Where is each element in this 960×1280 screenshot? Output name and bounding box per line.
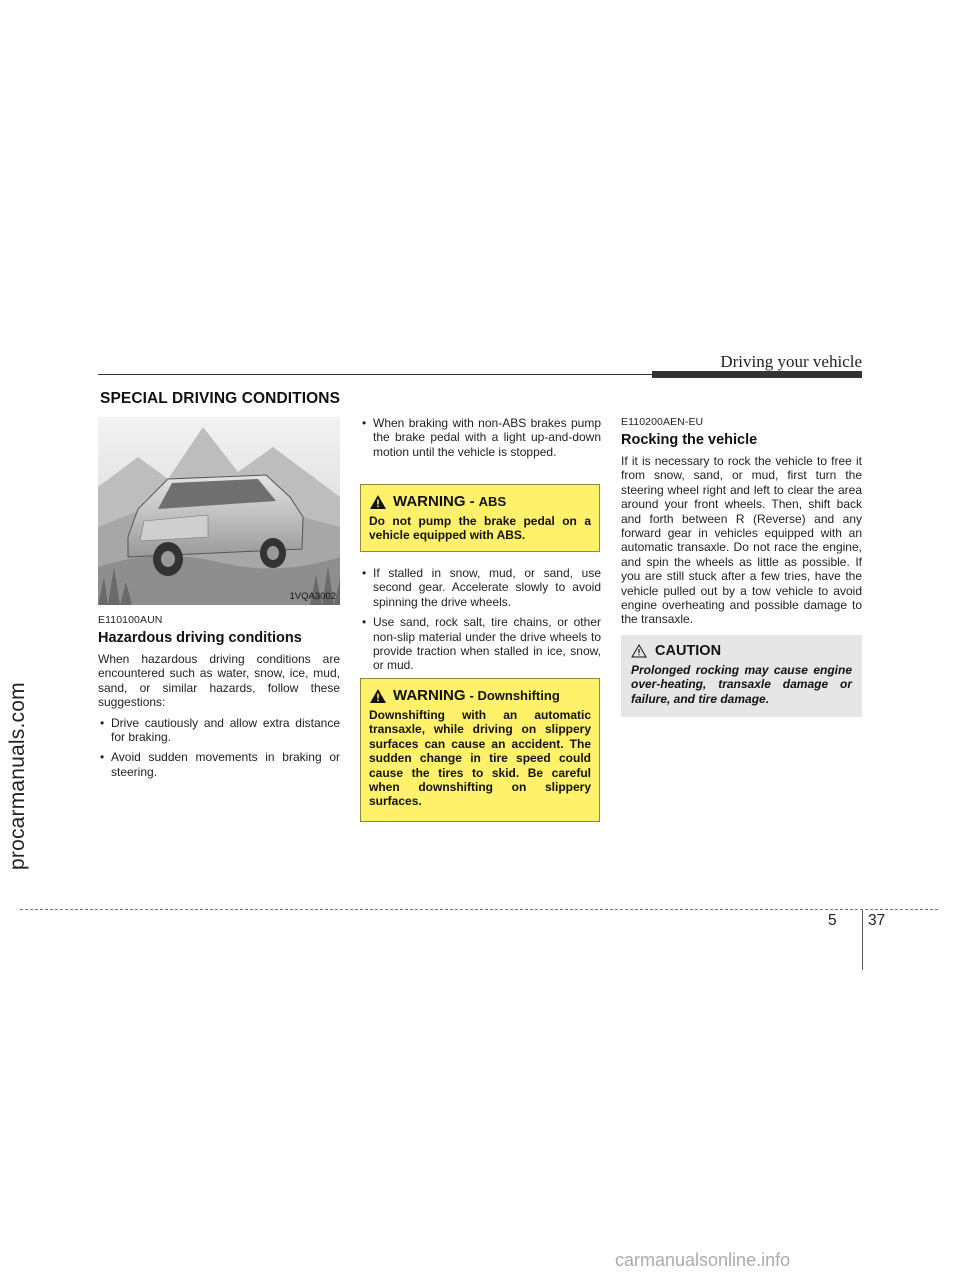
page-number: 37: [868, 912, 886, 929]
warning-subtitle: - Downshifting: [469, 688, 560, 703]
hazardous-list: [98, 716, 340, 780]
section-code: E110100AUN: [98, 614, 163, 626]
header-rule-bar: [652, 371, 862, 378]
subhead-hazardous: Hazardous driving conditions: [98, 630, 302, 646]
warning-title: WARNING -: [393, 493, 475, 510]
warning-abs-box: [360, 484, 600, 552]
section-title: Driving your vehicle: [720, 352, 862, 371]
subhead-rocking: Rocking the vehicle: [621, 432, 758, 448]
column-hazardous: [98, 614, 340, 785]
list-item: • When braking with non-ABS brakes pump the brake pedal with a light up-and-down motion until the vehicle is stopped.: [360, 416, 601, 459]
list-item: • Avoid sudden movements in braking or steering.: [98, 750, 340, 779]
hazardous-intro: When hazardous driving conditions are encountered such as water, snow, ice, mud, sand, or similar hazards, follow these suggestions:: [98, 652, 340, 710]
stalled-list: [360, 566, 601, 673]
page-heading: SPECIAL DRIVING CONDITIONS: [100, 390, 341, 407]
warning-title: WARNING: [393, 687, 466, 704]
list-item: • Use sand, rock salt, tire chains, or other non-slip material under the drive wheels to provide traction when stalled in ice, snow, or mud.: [360, 615, 601, 673]
warning-triangle-icon: [369, 494, 387, 510]
watermark-bottom: carmanualsonline.info: [615, 1250, 791, 1270]
list-item: • Drive cautiously and allow extra distance for braking.: [98, 716, 340, 745]
column-braking: [360, 416, 601, 465]
rocking-text: If it is necessary to rock the vehicle to free it from snow, sand, or mud, first turn the steering wheel right and left to clear the area around your front wheels. Then, shift back and forth between R (Reverse) and any forward gear in vehicles equipped with an automatic transaxle. Do not race the engine, and spin the wheels as little as possible. If you are still stuck after a few tries, have the vehicle pulled out by a tow vehicle to avoid engine overheating and possible damage to the transaxle.: [621, 454, 862, 627]
footer-rule: [20, 909, 938, 910]
suv-illustration: [98, 417, 340, 605]
caution-text: Prolonged rocking may cause engine over-heating, transaxle damage or failure, and tire damage.: [631, 663, 852, 706]
warning-abs-text: Do not pump the brake pedal on a vehicle equipped with ABS.: [369, 514, 591, 543]
column-rocking: [621, 416, 862, 627]
warning-triangle-icon: [369, 688, 387, 704]
caution-title: CAUTION: [655, 643, 722, 659]
suv-in-rough-terrain-illustration-icon: [98, 417, 340, 605]
warning-downshifting-text: Downshifting with an automatic transaxle, while driving on slippery surfaces can cause an accident. The sudden change in tire speed could cause the tires to skid. Be careful when downshifting on slippery surfaces.: [369, 708, 591, 809]
caution-box: [621, 635, 862, 717]
column-stalled: [360, 566, 601, 679]
watermark-side: procarmanuals.com: [6, 682, 29, 870]
warning-downshifting-box: [360, 678, 600, 822]
list-item: • If stalled in snow, mud, or sand, use second gear. Accelerate slowly to avoid spinning the drive wheels.: [360, 566, 601, 609]
figure-code: 1VQA3002: [289, 591, 336, 602]
warning-subtitle: ABS: [478, 494, 507, 509]
caution-triangle-icon: [631, 644, 647, 658]
footer-divider: [862, 910, 863, 970]
chapter-number: 5: [828, 912, 837, 929]
section-code: E110200AEN-EU: [621, 416, 704, 428]
braking-list-top: [360, 416, 601, 459]
